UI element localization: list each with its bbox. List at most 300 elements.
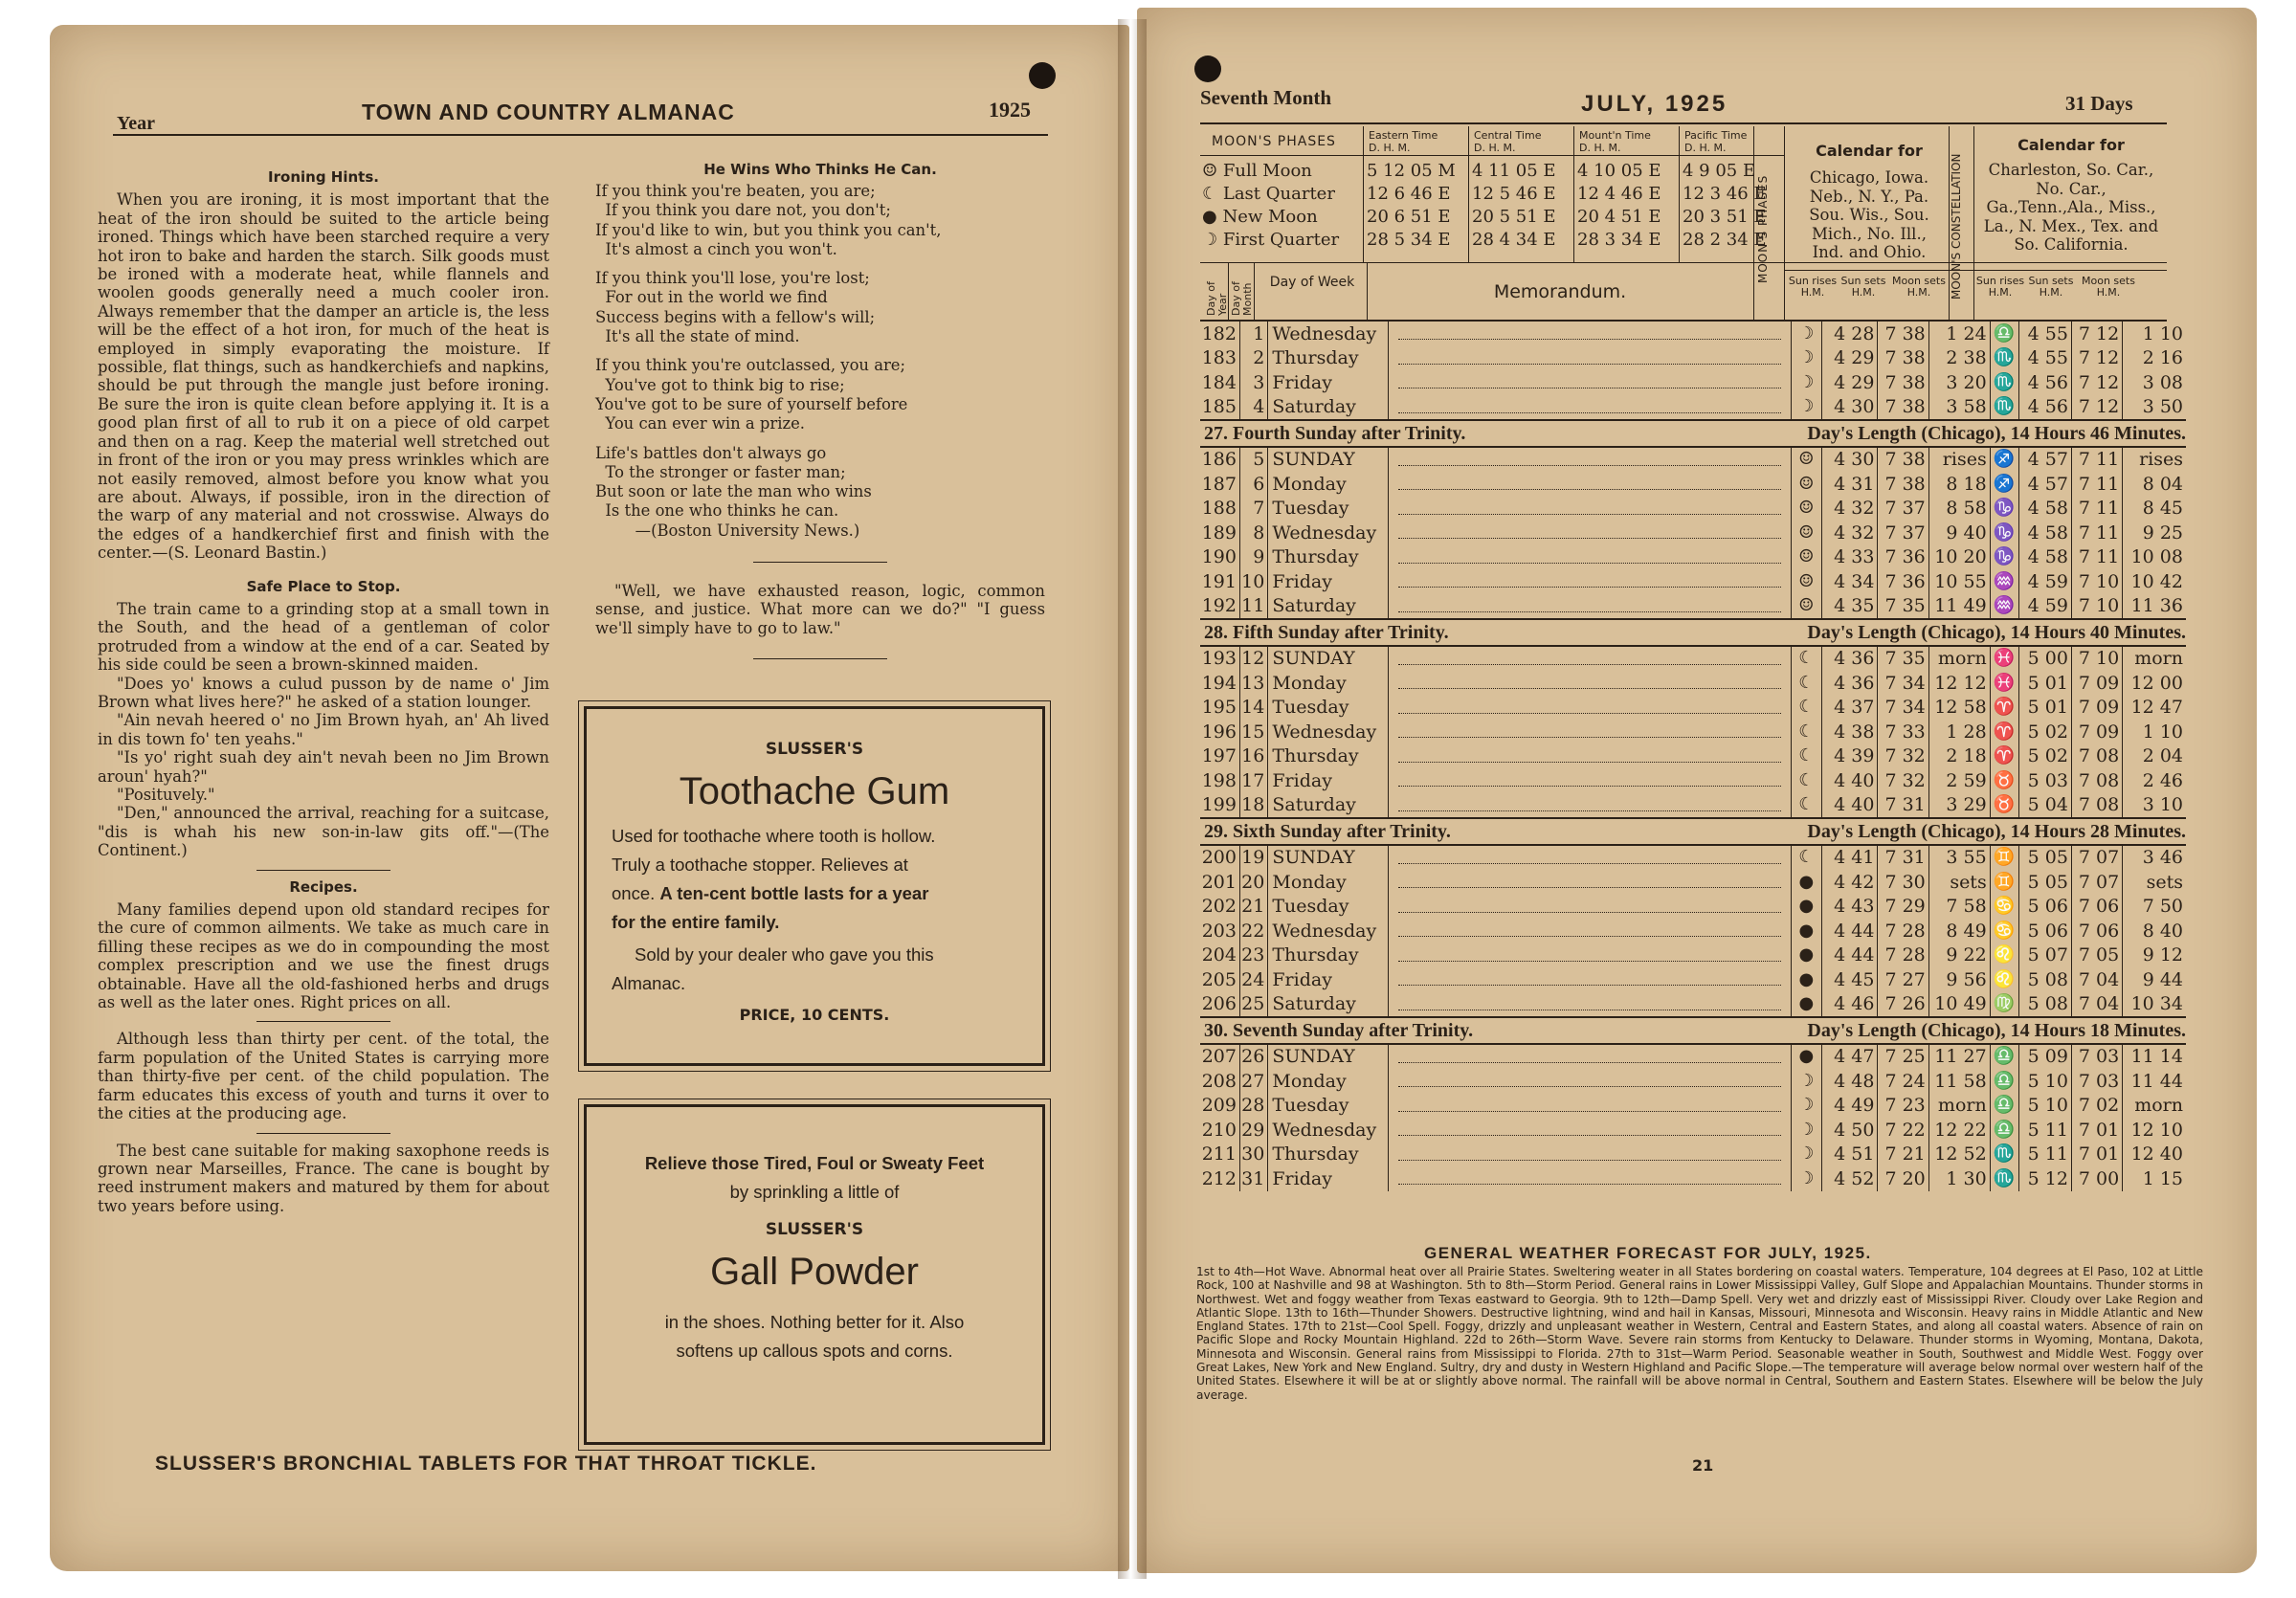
memo-line[interactable] [1398,526,1781,539]
day-of-month: 24 [1239,967,1267,992]
moon-sets: 1 24 [1928,322,1990,346]
memo [1388,671,1791,696]
memo-line[interactable] [1398,1099,1781,1112]
phase-time: 20 6 51 E [1367,206,1451,227]
memo [1388,545,1791,570]
moon-sets: sets [1928,870,1990,895]
day-of-week: Saturday [1268,793,1388,819]
sun-sets-south: 7 08 [2071,768,2122,793]
calendar-row [1200,967,2186,992]
sun-rises-south: 4 58 [2018,545,2071,570]
moon-phase: ☾ [1791,671,1821,696]
day-of-week: Tuesday [1268,497,1388,522]
memo [1388,870,1791,895]
calendar-row [1200,346,2186,371]
book-gutter [1118,19,1147,1579]
moon-phase: ☽ [1791,322,1821,346]
moon-sets-south: morn [2123,646,2186,672]
sun-rises: 4 30 [1821,395,1878,421]
memo-line[interactable] [1398,998,1781,1010]
right-column [595,161,1045,659]
ad-line: Sold by your dealer who gave you this [635,944,934,965]
moon-phase: ☽ [1791,395,1821,421]
memo [1388,845,1791,871]
moon-constellation: ♍ [1990,992,2018,1018]
safe-place-p1: The train came to a grinding stop at a small town in the South, and the head of a gentleman of color protruded from a window at the end of a car. Seated by his side could be seen a brown-skinned maiden. [98,599,549,675]
phase-time: 12 5 46 E [1472,183,1556,204]
sun-rises: 4 29 [1821,346,1878,371]
forecast-title: GENERAL WEATHER FORECAST FOR JULY, 1925. [1424,1244,1872,1262]
moon-constellation: ♎ [1990,1094,2018,1119]
sun-rises: 4 44 [1821,919,1878,943]
sun-rises-south: 4 55 [2018,322,2071,346]
moon-constellation: ♑ [1990,545,2018,570]
sun-rises: 4 32 [1821,497,1878,522]
day-length: Day's Length (Chicago), 14 Hours 40 Minutes. [1791,619,2186,646]
sunday-title: 29. Sixth Sunday after Trinity. [1200,818,1791,845]
memo [1388,646,1791,672]
day-of-year: 209 [1201,1095,1237,1117]
sun-sets: 7 38 [1878,447,1928,473]
day-of-month: 5 [1239,447,1267,473]
sun-rises-south: 5 10 [2018,1094,2071,1119]
moon-constellation: ♏ [1990,1166,2018,1191]
sunday-heading-row [1200,420,2186,447]
ad-text: once. [612,883,656,903]
phase-time: 4 11 05 E [1472,160,1556,181]
phase-name: New Moon [1222,206,1318,227]
separator [256,1021,390,1022]
day-of-week: Thursday [1268,1143,1388,1167]
moon-sets: 12 12 [1928,671,1990,696]
dhm-label: D. H. M. [1579,142,1621,154]
day-of-year: 189 [1201,522,1237,544]
ad-line: softens up callous spots and corns. [676,1341,953,1361]
moon-constellation: ♒ [1990,569,2018,594]
day-of-week: Monday [1268,472,1388,497]
moon-sets-south: 8 40 [2123,919,2186,943]
sun-rises-south: 5 08 [2018,992,2071,1018]
sun-rises: 4 34 [1821,569,1878,594]
moon-constellation: ♎ [1990,1118,2018,1143]
moon-sets-south: 11 36 [2123,594,2186,620]
sun-sets-south: 7 10 [2071,569,2122,594]
calendar-row [1200,870,2186,895]
moon-constellation: ♏ [1990,346,2018,371]
day-of-year: 210 [1201,1119,1237,1141]
memo-line[interactable] [1398,454,1781,466]
moon-sets: 3 55 [1928,845,1990,871]
day-of-month: 12 [1239,646,1267,672]
moon-sets-south: 11 44 [2123,1069,2186,1094]
day-of-year: 198 [1201,769,1237,791]
sun-rises-south: 5 05 [2018,845,2071,871]
moon-phase: ☽ [1791,346,1821,371]
sun-rises-south: 5 10 [2018,1069,2071,1094]
memo [1388,447,1791,473]
memo [1388,521,1791,545]
day-length: Day's Length (Chicago), 14 Hours 46 Minutes. [1791,420,2186,447]
calendar-row [1200,1069,2186,1094]
sun-rises: 4 52 [1821,1166,1878,1191]
sun-sets: 7 37 [1878,521,1928,545]
memo-line[interactable] [1398,924,1781,937]
calendar-body [1200,322,2186,1191]
moon-constellation: ♈ [1990,720,2018,744]
sun-sets: 7 38 [1878,395,1928,421]
day-length: Day's Length (Chicago), 14 Hours 18 Minutes. [1791,1017,2186,1044]
moon-sets: 1 30 [1928,1166,1990,1191]
ad-line: Relieve those Tired, Foul or Sweaty Feet [644,1153,985,1173]
memo-line[interactable] [1398,575,1781,588]
memo [1388,720,1791,744]
memo-line[interactable] [1398,1075,1781,1087]
calendar-row [1200,395,2186,421]
sunday-title: 28. Fifth Sunday after Trinity. [1200,619,1791,646]
sun-rises-south: 5 00 [2018,646,2071,672]
sun-rises-south: 4 57 [2018,447,2071,473]
memo-line[interactable] [1398,701,1781,714]
sun-sets: 7 38 [1878,472,1928,497]
memo-line[interactable] [1398,352,1781,365]
col-head-moon-phases: MOON'S PHASES [1756,174,1770,284]
recipes-text: Many families depend upon old standard recipes for the cure of common ailments. We take as much care in filling these recipes as we do in compounding the most complex prescription and we use the finest drugs obtainable. Have all the old-fashioned herbs and drugs as well as the later ones. Right prices on all. [98,900,549,1012]
moon-sets-south: 9 12 [2123,943,2186,968]
poem-line: Success begins with a fellow's will; [595,307,876,326]
ad-price: PRICE, 10 CENTS. [739,1006,890,1024]
moon-sets-south: 8 04 [2123,472,2186,497]
zone-label: Eastern Time [1369,129,1438,142]
moon-sets: 11 49 [1928,594,1990,620]
day-of-month: 16 [1239,744,1267,769]
moon-constellation: ♉ [1990,768,2018,793]
moon-constellation: ♊ [1990,870,2018,895]
sun-sets-south: 7 12 [2071,395,2122,421]
day-of-month: 25 [1239,992,1267,1018]
sun-sets-south: 7 12 [2071,370,2122,395]
calendar-row [1200,943,2186,968]
sun-rises: 4 31 [1821,472,1878,497]
sun-sets-south: 7 12 [2071,346,2122,371]
sun-sets-south: 7 11 [2071,521,2122,545]
header-year: 1925 [989,98,1031,122]
phase-row [1200,228,1784,251]
poem [595,182,1045,541]
sun-rises: 4 41 [1821,845,1878,871]
day-of-month: 17 [1239,768,1267,793]
sun-sets: 7 29 [1878,895,1928,920]
sun-rises-south: 5 11 [2018,1118,2071,1143]
sun-sets: 7 31 [1878,845,1928,871]
calendar-row [1200,497,2186,522]
col-head-moon-constellation: MOON'S CONSTELLATION [1950,153,1963,300]
memo-line[interactable] [1398,725,1781,738]
day-of-month: 22 [1239,919,1267,943]
sun-rises: 4 45 [1821,967,1878,992]
col-head-sun-rises: Sun rises H.M. [1975,275,2025,299]
sun-rises-south: 5 07 [2018,943,2071,968]
day-of-month: 23 [1239,943,1267,968]
divider [1254,262,1255,320]
sun-sets: 7 30 [1878,870,1928,895]
header-year-label: Year [117,113,155,134]
calendar-row [1200,793,2186,819]
day-of-week: Friday [1268,569,1388,594]
day-of-year: 196 [1201,721,1237,743]
sun-rises: 4 35 [1821,594,1878,620]
moon-constellation: ♈ [1990,744,2018,769]
memo-line[interactable] [1398,677,1781,689]
calendar-row [1200,1094,2186,1119]
day-of-week: Friday [1268,370,1388,395]
day-of-month: 13 [1239,671,1267,696]
forecast-text: 1st to 4th—Hot Wave. Abnormal heat over all Prairie States. Sweltering weater in all States bordering on coastal waters. Temperature, 104 degrees at El Paso, 102 at Little Rock, 100 at Nashville and 98 at Washington. 5th to 8th—Storm Period. General rains in Lower Mississippi Valley, Gulf Slope and Appalachian Mountains. Thunder storms in Northwest. Wet and foggy weather from Texas eastward to Georgia. 9th to 12th—Damp Spell. Very wet and drizzly east of Mississippi River. Cloudy over Lake Region and Atlantic Slope. 13th to 16th—Thunder Showers. Destructive lightning, wind and hail in Kansas, Missouri, Minnesota and Wisconsin. Heavy rains in Middle Atlantic and New England States. 17th to 21st—Cool Spell. Foggy, drizzly and unpleasant weather in Western, Central and Eastern States, and along all coastal waters. Absence of rain on Pacific Slope and Rocky Mountain Highland. 22d to 26th—Storm Wave. Severe rain storms from Kentucky to Delaware. Thunder storms in Wyoming, Montana, Dakota, Minnesota and Wisconsin. General rains from Mississippi to Florida. 27th to 31st—Warm Period. Seasonable weather in South, Southwest and Middle West. Foggy over Great Lakes, New York and New England. Sultry, dry and dusty in Western Highland and Pacific Slope.—The temperature will average below normal over western half of the United States. Elsewhere it will be at or slightly above normal. The rainfall will be above normal in Central, Southern and Eastern States. Elsewhere will be below the July average. [1196,1265,2203,1402]
memo [1388,895,1791,920]
memo-line[interactable] [1398,477,1781,490]
ad-line: by sprinkling a little of [729,1182,900,1202]
poem-line: You've got to be sure of yourself before [595,394,908,413]
ad-line [612,879,1017,908]
memo-line[interactable] [1398,551,1781,564]
calendar-row [1200,1118,2186,1143]
phase-time: 20 5 51 E [1472,206,1556,227]
moon-phase: ☽ [1791,1118,1821,1143]
day-of-year: 199 [1201,794,1237,816]
memo [1388,1094,1791,1119]
safe-place-p6: "Den," announced the arrival, reaching for a suitcase, "dis is whah his new son-in-law gits off."—(The Continent.) [98,804,549,860]
moon-sets: 3 58 [1928,395,1990,421]
safe-place-p5: "Posituvely." [117,786,215,804]
moon-sets-south: 9 44 [2123,967,2186,992]
day-of-week: Wednesday [1268,1118,1388,1143]
moon-sets-south: 3 46 [2123,845,2186,871]
last-quarter-icon: ☾ [1202,183,1218,204]
safe-place-p4: "Is yo' right suah dey ain't nevah been no Jim Brown aroun' hyah?" [98,748,549,786]
col-head-day-year: Day of Year [1205,281,1229,316]
moon-phase: ☾ [1791,696,1821,721]
memo-line[interactable] [1398,852,1781,864]
sun-rises: 4 49 [1821,1094,1878,1119]
safe-place-p2: "Does yo' knows a culud pusson by de name o' Jim Brown what lives here?" he asked of a station lounger. [98,674,549,711]
ad-line: for the entire family. [612,912,780,932]
col-head-moon-sets: Moon sets H.M. [2082,275,2135,299]
sun-rises-south: 5 08 [2018,967,2071,992]
sun-rises-south: 4 55 [2018,346,2071,371]
sun-rises: 4 50 [1821,1118,1878,1143]
poem-line: You can ever win a prize. [595,414,806,433]
moon-sets: 11 27 [1928,1044,1990,1070]
day-of-week: Monday [1268,671,1388,696]
left-column [98,168,549,1215]
phase-row [1200,159,1784,182]
moon-constellation: ♒ [1990,594,2018,620]
calendar-row [1200,646,2186,672]
moon-constellation: ♊ [1990,845,2018,871]
sun-sets: 7 24 [1878,1069,1928,1094]
moon-phase: ● [1791,919,1821,943]
day-of-month: 15 [1239,720,1267,744]
moon-phase: ● [1791,1044,1821,1070]
phase-name: Full Moon [1222,160,1312,181]
day-of-week: SUNDAY [1268,447,1388,473]
sun-rises-south: 4 59 [2018,594,2071,620]
sun-sets-south: 7 05 [2071,943,2122,968]
moon-phase: ☽ [1791,1094,1821,1119]
calendar-row [1200,472,2186,497]
moon-phase: ☽ [1791,1166,1821,1191]
moon-phase: ☾ [1791,793,1821,819]
memo-line[interactable] [1398,653,1781,665]
memo-line[interactable] [1398,750,1781,763]
moon-sets: 3 20 [1928,370,1990,395]
memo-line[interactable] [1398,502,1781,515]
day-of-month: 27 [1239,1069,1267,1094]
day-of-week: Thursday [1268,744,1388,769]
zone-label: Central Time [1474,129,1542,142]
phase-name: First Quarter [1222,229,1340,250]
phase-time: 5 12 05 M [1367,160,1456,181]
sun-sets-south: 7 11 [2071,545,2122,570]
day-of-month: 8 [1239,521,1267,545]
day-of-week: Thursday [1268,943,1388,968]
sun-sets-south: 7 09 [2071,696,2122,721]
calendar-row [1200,744,2186,769]
memo-line[interactable] [1398,401,1781,413]
ad-line: Truly a toothache stopper. Relieves at [612,854,908,875]
poem-line: It's almost a cinch you won't. [595,239,837,258]
moon-sets-south: 11 14 [2123,1044,2186,1070]
memo-line[interactable] [1398,876,1781,888]
day-of-year: 195 [1201,697,1237,719]
ad-product-name: Gall Powder [710,1251,919,1293]
phase-time: 12 4 46 E [1577,183,1661,204]
memo [1388,744,1791,769]
sun-sets-south: 7 10 [2071,594,2122,620]
moon-phase: ☽ [1791,1069,1821,1094]
day-of-year: 188 [1201,498,1237,520]
day-length: Day's Length (Chicago), 14 Hours 28 Minutes. [1791,818,2186,845]
sun-rises-south: 5 02 [2018,744,2071,769]
sun-sets-south: 7 04 [2071,992,2122,1018]
memo [1388,395,1791,421]
sun-sets-south: 7 09 [2071,720,2122,744]
poem-line: But soon or late the man who wins [595,482,872,501]
moon-sets-south: 2 04 [2123,744,2186,769]
phases-label: MOON'S PHASES [1212,134,1336,149]
day-of-year: 201 [1201,871,1237,893]
moon-sets-south: 3 08 [2123,370,2186,395]
poem-line: If you think you're outclassed, you are; [595,356,906,375]
sun-sets: 7 28 [1878,943,1928,968]
day-of-week: Friday [1268,967,1388,992]
moon-sets-south: 8 45 [2123,497,2186,522]
day-of-year: 194 [1201,672,1237,694]
memo-line[interactable] [1398,973,1781,986]
day-of-year: 205 [1201,968,1237,990]
day-of-week: Saturday [1268,395,1388,421]
sun-sets: 7 36 [1878,545,1928,570]
moon-sets: 8 49 [1928,919,1990,943]
day-of-week: SUNDAY [1268,646,1388,672]
moon-constellation: ♋ [1990,919,2018,943]
moon-sets: 11 58 [1928,1069,1990,1094]
header-month: Seventh Month [1200,86,1332,109]
moon-phase: ☺ [1791,545,1821,570]
moon-constellation: ♏ [1990,370,2018,395]
day-of-week: Saturday [1268,594,1388,620]
poem-line: —(Boston University News.) [595,521,860,540]
sun-rises-south: 4 58 [2018,497,2071,522]
day-of-month: 9 [1239,545,1267,570]
sun-rises: 4 43 [1821,895,1878,920]
moon-sets-south: 1 10 [2123,720,2186,744]
moon-phase: ☾ [1791,845,1821,871]
day-of-year: 190 [1201,546,1237,568]
day-of-week: Wednesday [1268,322,1388,346]
sun-sets: 7 35 [1878,594,1928,620]
sun-sets: 7 38 [1878,346,1928,371]
moon-phase: ☺ [1791,569,1821,594]
moon-sets: 9 22 [1928,943,1990,968]
memo-line[interactable] [1398,376,1781,388]
moon-constellation: ♉ [1990,793,2018,819]
calendar-row [1200,521,2186,545]
sun-rises-south: 5 09 [2018,1044,2071,1070]
divider [1753,126,1754,320]
moon-sets: 12 22 [1928,1118,1990,1143]
memo-line[interactable] [1398,600,1781,612]
separator [256,1133,390,1134]
sun-rises: 4 29 [1821,370,1878,395]
day-of-month: 31 [1239,1166,1267,1191]
sun-sets-south: 7 06 [2071,919,2122,943]
sun-rises-south: 5 11 [2018,1143,2071,1167]
day-of-week: SUNDAY [1268,845,1388,871]
memo-line[interactable] [1398,799,1781,811]
day-of-month: 7 [1239,497,1267,522]
memo-line[interactable] [1398,327,1781,340]
memo-line[interactable] [1398,1051,1781,1063]
moon-sets: 7 58 [1928,895,1990,920]
moon-sets: 10 20 [1928,545,1990,570]
moon-phase: ● [1791,895,1821,920]
memo [1388,569,1791,594]
sun-sets: 7 32 [1878,744,1928,769]
sun-rises: 4 42 [1821,870,1878,895]
day-of-month: 28 [1239,1094,1267,1119]
col-head-memo: Memorandum. [1493,281,1627,302]
calendar-row [1200,895,2186,920]
separator [753,562,887,563]
calendar-row [1200,370,2186,395]
moon-phase: ☾ [1791,720,1821,744]
moon-sets-south: 10 42 [2123,569,2186,594]
memo-line[interactable] [1398,774,1781,787]
day-of-week: Wednesday [1268,720,1388,744]
memo-line[interactable] [1398,1123,1781,1136]
memo-line[interactable] [1398,900,1781,913]
moon-constellation: ♋ [1990,895,2018,920]
phase-time: 28 4 34 E [1472,229,1556,250]
moon-phase: ● [1791,870,1821,895]
memo [1388,1166,1791,1191]
moon-constellation: ♓ [1990,646,2018,672]
memo-line[interactable] [1398,949,1781,962]
memo-line[interactable] [1398,1148,1781,1161]
memo-line[interactable] [1398,1172,1781,1185]
month-title: JULY, 1925 [1581,91,1728,117]
day-of-week: Monday [1268,870,1388,895]
